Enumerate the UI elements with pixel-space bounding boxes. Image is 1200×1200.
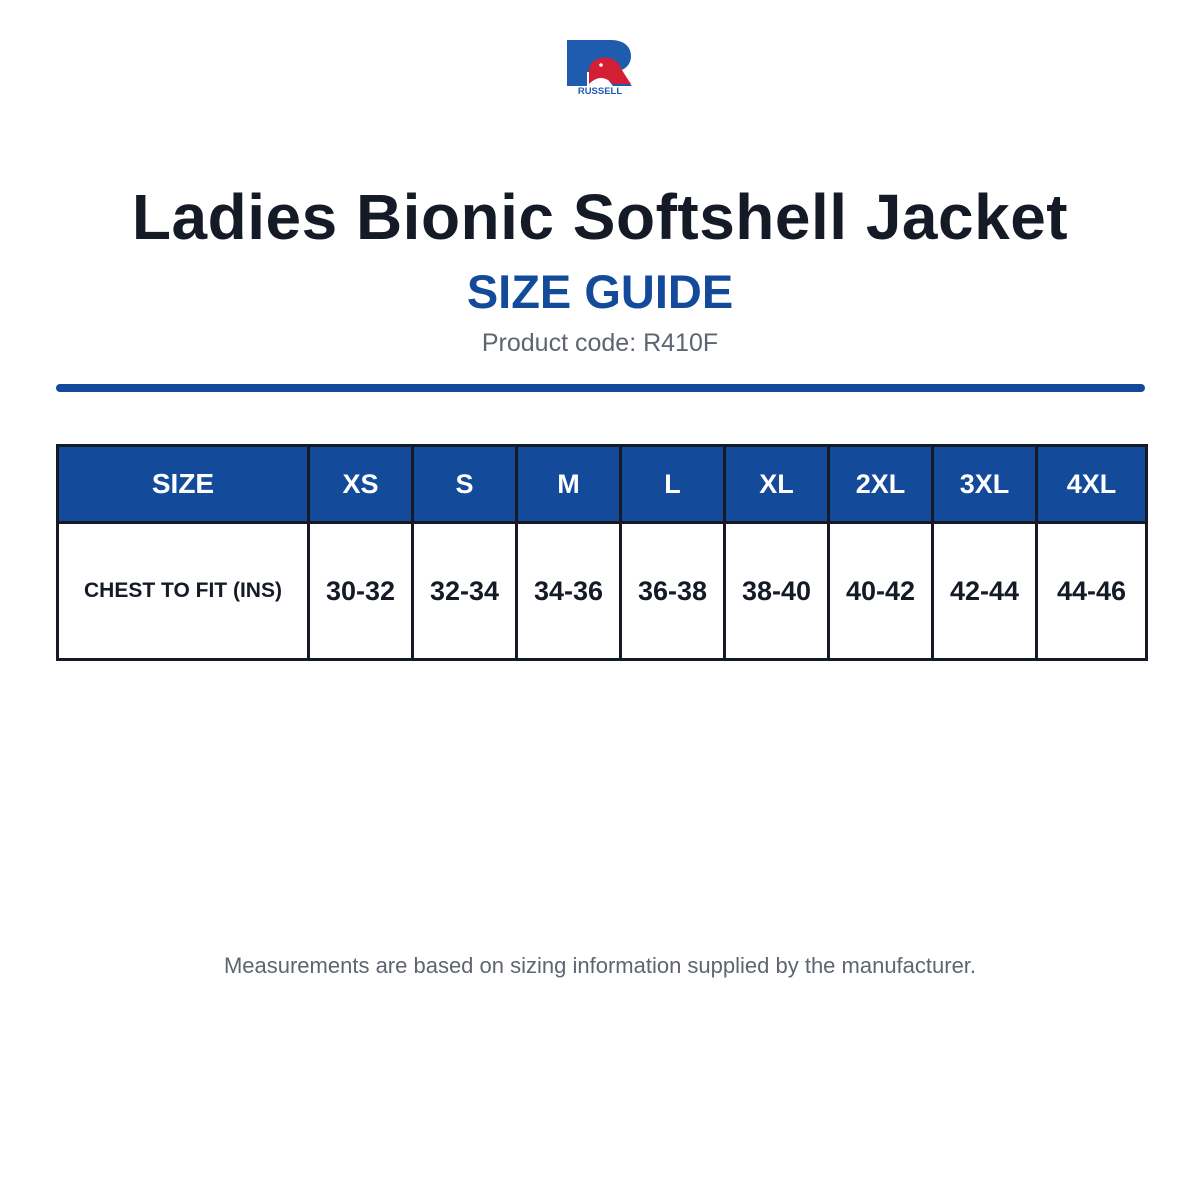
size-header-cell: XL xyxy=(725,446,829,523)
logo-wordmark: RUSSELL xyxy=(577,86,623,96)
size-header-cell: 2XL xyxy=(829,446,933,523)
measurement-cell: 36-38 xyxy=(621,523,725,660)
size-header-label: SIZE xyxy=(58,446,309,523)
size-header-row xyxy=(58,446,1147,523)
size-header-cell: M xyxy=(517,446,621,523)
size-guide-heading: SIZE GUIDE xyxy=(466,265,734,318)
size-header-cell: 4XL xyxy=(1037,446,1147,523)
measurement-cell: 40-42 xyxy=(829,523,933,660)
size-header-cell: 3XL xyxy=(933,446,1037,523)
table-row xyxy=(58,523,1147,660)
measurement-cell: 32-34 xyxy=(413,523,517,660)
measurement-cell: 30-32 xyxy=(309,523,413,660)
size-header-cell: S xyxy=(413,446,517,523)
measurement-footnote: Measurements are based on sizing information supplied by the manufacturer. xyxy=(223,953,977,978)
logo-eagle-eye xyxy=(599,63,603,67)
size-header-cell: XS xyxy=(309,446,413,523)
header-divider xyxy=(56,384,1145,392)
measurement-cell: 38-40 xyxy=(725,523,829,660)
row-label-chest: CHEST TO FIT (INS) xyxy=(58,523,309,660)
russell-logo xyxy=(565,40,635,96)
measurement-cell: 34-36 xyxy=(517,523,621,660)
size-header-cell: L xyxy=(621,446,725,523)
size-table xyxy=(56,444,1148,661)
measurement-cell: 44-46 xyxy=(1037,523,1147,660)
measurement-cell: 42-44 xyxy=(933,523,1037,660)
russell-r-eagle-logo-icon xyxy=(565,40,635,96)
product-code: Product code: R410F xyxy=(481,329,719,357)
page-title: Ladies Bionic Softshell Jacket xyxy=(131,181,1069,253)
